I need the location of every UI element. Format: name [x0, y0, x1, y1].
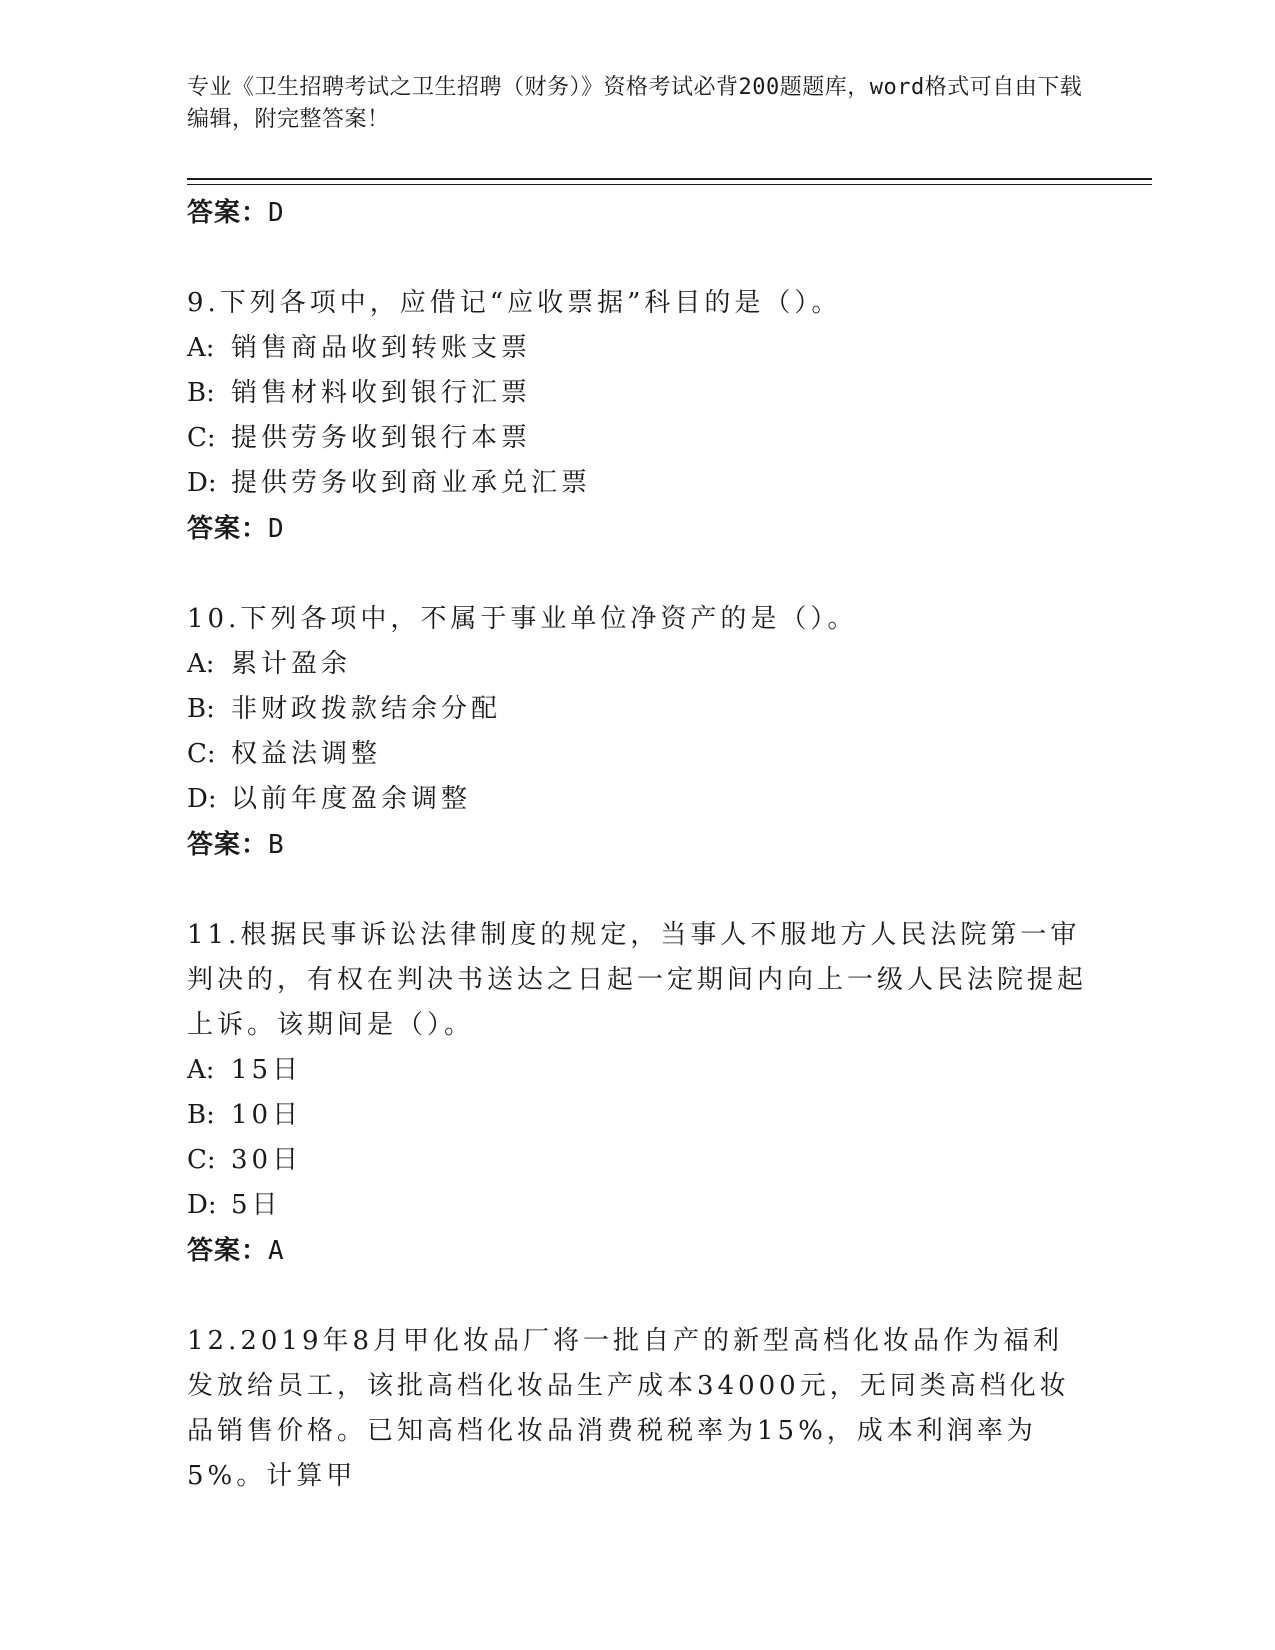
question-stem: 12.2019年8月甲化妆品厂将一批自产的新型高档化妆品作为福利发放给员工，该批高档化妆品生产成本34000元，无同类高档化妆品销售价格。已知高档化妆品消费税税率为15%，成本利润率为5%。计算甲	[187, 1326, 1070, 1491]
spacer	[187, 552, 1087, 597]
answer-colon: ：	[241, 1236, 269, 1266]
answer-label: 答案	[187, 198, 242, 228]
answer-value: A	[268, 1236, 285, 1266]
answer-label: 答案	[187, 514, 242, 544]
header-rule-thin	[187, 184, 1152, 185]
spacer	[187, 868, 1087, 913]
option-key: B:	[187, 378, 215, 408]
header-rule-thick	[187, 178, 1152, 180]
option-text: 销售商品收到转账支票	[231, 333, 532, 363]
option-text: 非财政拨款结余分配	[231, 694, 502, 724]
option-key: C:	[187, 739, 216, 769]
document-header: 专业《卫生招聘考试之卫生招聘（财务）》资格考试必背200题题库，word格式可自由下载编辑，附完整答案！	[187, 75, 1083, 132]
spacer	[187, 1274, 1087, 1319]
option-text: 权益法调整	[231, 739, 382, 769]
answer-line	[187, 1228, 1087, 1274]
option-key: B:	[187, 1100, 215, 1130]
option-item	[187, 461, 1087, 506]
option-key: A:	[187, 1055, 215, 1085]
question-stem: 9.下列各项中，应借记“应收票据”科目的是（）。	[187, 288, 842, 318]
option-text: 累计盈余	[231, 649, 352, 679]
option-text: 10日	[231, 1100, 303, 1130]
option-text: 以前年度盈余调整	[231, 784, 472, 814]
option-item	[187, 326, 1087, 371]
question-stem: 10.下列各项中，不属于事业单位净资产的是（）。	[187, 604, 858, 634]
spacer	[187, 236, 1087, 281]
option-key: D:	[187, 784, 217, 814]
option-item	[187, 732, 1087, 777]
option-item	[187, 642, 1087, 687]
option-text: 销售材料收到银行汇票	[231, 378, 532, 408]
option-item	[187, 1183, 1087, 1228]
option-text: 提供劳务收到商业承兑汇票	[231, 468, 592, 498]
answer-line	[187, 506, 1087, 552]
option-text: 5日	[231, 1190, 282, 1220]
answer-line	[187, 190, 1087, 236]
option-key: B:	[187, 694, 215, 724]
option-item	[187, 1048, 1087, 1093]
option-item	[187, 1138, 1087, 1183]
option-item	[187, 687, 1087, 732]
answer-colon: ：	[241, 198, 269, 228]
option-key: C:	[187, 1145, 216, 1175]
option-key: D:	[187, 1190, 217, 1220]
option-item	[187, 777, 1087, 822]
answer-label: 答案	[187, 1236, 242, 1266]
option-key: C:	[187, 423, 216, 453]
question-stem: 11.根据民事诉讼法律制度的规定，当事人不服地方人民法院第一审判决的，有权在判决书送达之日起一定期间内向上一级人民法院提起上诉。该期间是（）。	[187, 920, 1088, 1040]
option-key: D:	[187, 468, 217, 498]
document-body	[187, 190, 1087, 1499]
answer-value: B	[268, 830, 285, 860]
answer-line	[187, 822, 1087, 868]
option-text: 提供劳务收到银行本票	[231, 423, 532, 453]
option-item	[187, 1093, 1087, 1138]
answer-colon: ：	[241, 830, 269, 860]
answer-value: D	[268, 198, 285, 228]
answer-colon: ：	[241, 514, 269, 544]
option-item	[187, 416, 1087, 461]
option-key: A:	[187, 649, 215, 679]
option-key: A:	[187, 333, 215, 363]
answer-value: D	[268, 514, 285, 544]
option-text: 30日	[231, 1145, 303, 1175]
option-text: 15日	[231, 1055, 303, 1085]
option-item	[187, 371, 1087, 416]
answer-label: 答案	[187, 830, 242, 860]
